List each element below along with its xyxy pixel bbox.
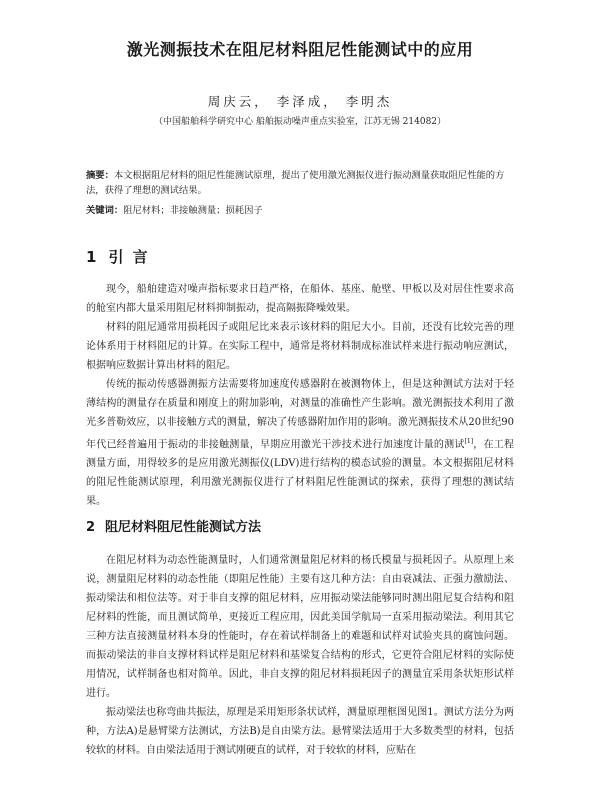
section-1-paragraph-3-part-2: ，在工程测量方面，用得较多的是应用激光测振仪(LDV)进行结构的模态试验的测量。本文根据阻尼材料的阻尼性能测试原理，利用激光测振仪进行了材料阻尼性能测试的探索，获得了理想的测试结果。: [86, 439, 515, 508]
citation-1: [1]: [464, 438, 474, 445]
section-1-heading: [86, 248, 514, 266]
section-2-paragraph-2: 振动梁法也称弯曲共振法，原理是采用矩形条状试样，测量原理框图见图1。测试方法分为两种，方法A)是悬臂梁方法测试，方法B)是自由梁方法。悬臂梁法适用于大多数类型的材料，包括较软的材料。自由梁法适用于测试刚硬直的试样，对于较软的材料，应贴在: [86, 707, 514, 757]
section-2-title: 阻尼材料阻尼性能测试方法: [105, 520, 262, 536]
keywords-label: 关键词：: [86, 205, 124, 216]
abstract-label: 摘要：: [86, 170, 114, 181]
authors: 周庆云， 李泽成， 李明杰: [207, 94, 393, 109]
keywords-text: 阻尼材料；非接触测量；损耗因子: [123, 205, 263, 216]
abstract-text: 本文根据阻尼材料的阻尼性能测试原理，提出了使用激光测振仪进行振动测量获取阻尼性能的方法，获得了理想的测试结果。: [86, 170, 505, 196]
paper-title: 激光测振技术在阻尼材料阻尼性能测试中的应用: [126, 40, 474, 59]
section-2-number: 2: [86, 520, 96, 536]
section-2-paragraph-1: 在阻尼材料为动态性能测量时，人们通常测量阻尼材料的杨氏模量与损耗因子。从原理上来说，测量阻尼材料的动态性能（即阻尼性能）主要有这几种方法：自由衰减法、正强力激励法、振动梁法和相位法等。对于非自支撑的阻尼材料，应用振动梁法能够同时测出阻尼复合结构和阻尼材料的性能，而且测试简单，更接近工程应用，因此美国学航局一直采用振动梁法。利用其它三种方法直接测量材料本身的性能时，存在着试样制备上的难题和试样对试验夹具的腐蚀问题。而振动梁法的非自支撑材料试样是阻尼材料和基梁复合结构的形式，它更符合阻尼材料的实际使用情况，试样制备也相对简单。因此，非自支撑的阻尼材料损耗因子的测量宜采用条状矩形试样进行。: [86, 555, 514, 700]
affiliation: （中国船舶科学研究中心 船舶振动噪声重点实验室，江苏无锡 214082）: [153, 117, 447, 127]
section-2-heading: [86, 519, 514, 537]
section-1-paragraph-3: [86, 375, 514, 511]
section-1-title: 引 言: [108, 248, 150, 266]
abstract: [86, 168, 514, 198]
section-1-paragraph-3-part-1: 传统的振动传感器测振方法需要将加速度传感器附在被测物体上，但是这种测试方法对于轻薄结构的测量存在质量和刚度上的附加影响，对测量的准确性产生影响。激光测振技术利用了激光多普勒效应，以非接触方式的测量，解决了传感器附加作用的影响。激光测振技术从20世纪90年代已经普遍用于振动的非接触测量，早期应用激光干涉技术进行加速度计量的测试: [86, 379, 514, 451]
section-1-paragraph-1: 现今，船舶建造对噪声指标要求日趋严格，在船体、基座、舱壁、甲板以及对居住性要求高的舱室内都大量采用阻尼材料抑制振动，提高隔振降噪效果。: [86, 284, 514, 314]
keywords: [86, 204, 514, 218]
section-1-number: 1: [86, 248, 99, 266]
section-1-paragraph-2: 材料的阻尼通常用损耗因子或阻尼比来表示该材料的阻尼大小。目前，还没有比较完善的理论体系用于材料阻尼的计算。在实际工程中，通常是将材料制成标准试样来进行振动响应测试，根据响应数据计算出材料的阻尼。: [86, 322, 514, 371]
